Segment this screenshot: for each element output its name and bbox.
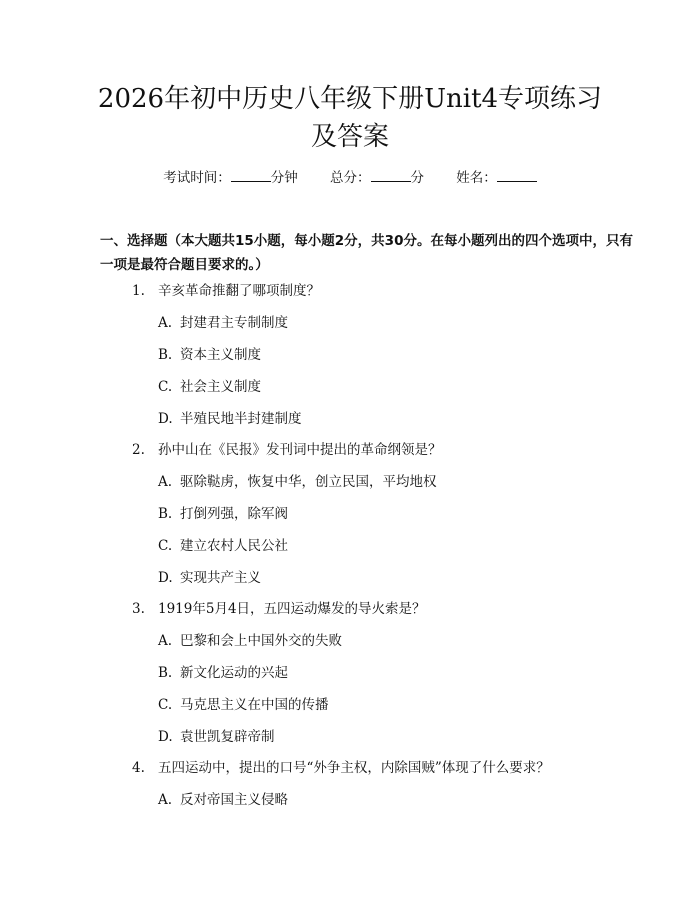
option-text: 反对帝国主义侵略 <box>180 792 288 808</box>
question-text: 孙中山在《民报》发刊词中提出的革命纲领是？ <box>158 442 442 458</box>
option-text: 新文化运动的兴起 <box>180 665 288 681</box>
option-3c <box>158 695 329 715</box>
question-text: 辛亥革命推翻了哪项制度？ <box>158 283 320 299</box>
option-text: 实现共产主义 <box>180 570 261 586</box>
option-1a <box>158 313 288 333</box>
question-3 <box>132 599 426 619</box>
total-score-blank <box>371 168 411 182</box>
option-letter: A. <box>158 315 173 331</box>
question-1 <box>132 281 320 301</box>
student-name-field <box>456 168 537 188</box>
option-3d <box>158 727 275 747</box>
option-2b <box>158 504 288 524</box>
option-letter: A. <box>158 633 173 649</box>
exam-time-unit: 分钟 <box>270 170 298 186</box>
total-score-field <box>330 168 424 188</box>
document-title <box>60 80 640 156</box>
exam-time-label: 考试时间： <box>163 170 231 186</box>
option-4a <box>158 790 288 810</box>
option-text: 社会主义制度 <box>180 379 261 395</box>
option-text: 封建君主专制制度 <box>180 315 288 331</box>
option-text: 半殖民地半封建制度 <box>180 411 302 427</box>
option-1d <box>158 409 302 429</box>
title-line-1: 2026年初中历史八年级下册Unit4专项练习 <box>97 84 603 114</box>
option-letter: A. <box>158 792 173 808</box>
option-letter: B. <box>158 665 173 681</box>
option-1c <box>158 377 261 397</box>
option-letter: C. <box>158 697 173 713</box>
total-score-unit: 分 <box>410 170 424 186</box>
option-letter: B. <box>158 506 173 522</box>
option-1b <box>158 345 261 365</box>
exam-time-blank <box>231 168 271 182</box>
option-text: 袁世凯复辟帝制 <box>180 729 275 745</box>
option-letter: D. <box>158 729 173 745</box>
question-text: 1919年5月4日，五四运动爆发的导火索是？ <box>158 601 426 617</box>
option-text: 驱除鞑虏，恢复中华，创立民国，平均地权 <box>180 474 437 490</box>
total-score-label: 总分： <box>330 170 371 186</box>
option-text: 资本主义制度 <box>180 347 261 363</box>
question-number: 2. <box>132 442 145 458</box>
question-4 <box>132 758 550 778</box>
section-one-heading: 一、选择题（本大题共15小题，每小题2分，共30分。在每小题列出的四个选项中，只有一项是最符合题目要求的。） <box>100 233 633 273</box>
question-2 <box>132 440 442 460</box>
option-3a <box>158 631 342 651</box>
question-number: 1. <box>132 283 145 299</box>
question-number: 3. <box>132 601 145 617</box>
exam-meta-line <box>0 168 700 188</box>
title-line-2: 及答案 <box>310 122 389 152</box>
option-3b <box>158 663 288 683</box>
option-letter: D. <box>158 570 173 586</box>
option-letter: C. <box>158 538 173 554</box>
option-letter: B. <box>158 347 173 363</box>
option-letter: D. <box>158 411 173 427</box>
option-text: 建立农村人民公社 <box>180 538 288 554</box>
option-text: 巴黎和会上中国外交的失败 <box>180 633 342 649</box>
option-text: 打倒列强，除军阀 <box>180 506 288 522</box>
question-text: 五四运动中，提出的口号“外争主权，内除国贼”体现了什么要求？ <box>158 760 550 776</box>
student-name-label: 姓名： <box>456 170 497 186</box>
option-2d <box>158 568 261 588</box>
option-letter: C. <box>158 379 173 395</box>
option-text: 马克思主义在中国的传播 <box>180 697 329 713</box>
option-2a <box>158 472 437 492</box>
exam-time-field <box>163 168 298 188</box>
option-letter: A. <box>158 474 173 490</box>
student-name-blank <box>497 168 537 182</box>
option-2c <box>158 536 288 556</box>
question-number: 4. <box>132 760 145 776</box>
